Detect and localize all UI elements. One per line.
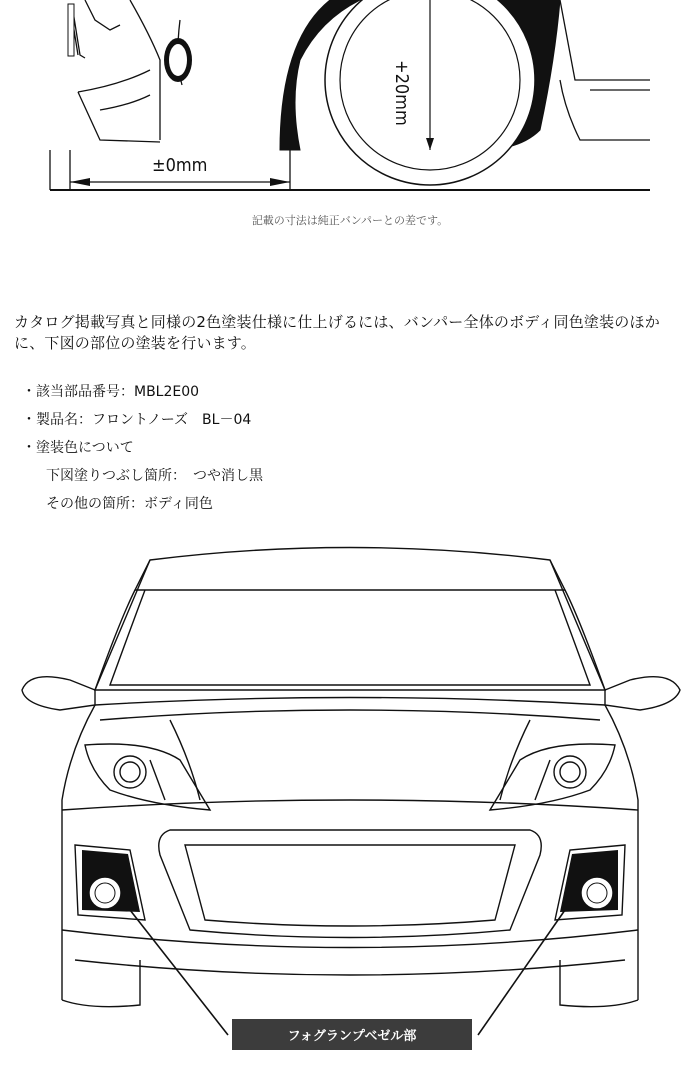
front-car-illustration [0, 540, 700, 1085]
spec-matte-black-area: 下図塗りつぶし箇所： つや消し黒 [46, 468, 263, 484]
figure-caption: 記載の寸法は純正バンパーとの差です。 [251, 214, 449, 227]
intro-paragraph: カタログ掲載写真と同様の2色塗装仕様に仕上げるには、バンパー全体のボディ同色塗装のほかに、下図の部位の塗装を行います。 [14, 313, 660, 352]
spec-part-number: ・該当部品番号：MBL2E00 [22, 384, 200, 400]
spec-product-name: ・製品名：フロントノーズ BL－04 [22, 412, 252, 428]
spec-paint-color-heading: ・塗装色について [22, 440, 134, 456]
spec-body-color-area: その他の箇所：ボディ同色 [46, 496, 213, 512]
vertical-dimension-label: +20mm [391, 60, 412, 126]
fog-bezel-callout-label: フォグランプベゼル部 [232, 1019, 472, 1050]
side-view-dimension-illustration [0, 0, 700, 205]
horizontal-dimension-label: ±0mm [152, 155, 208, 176]
